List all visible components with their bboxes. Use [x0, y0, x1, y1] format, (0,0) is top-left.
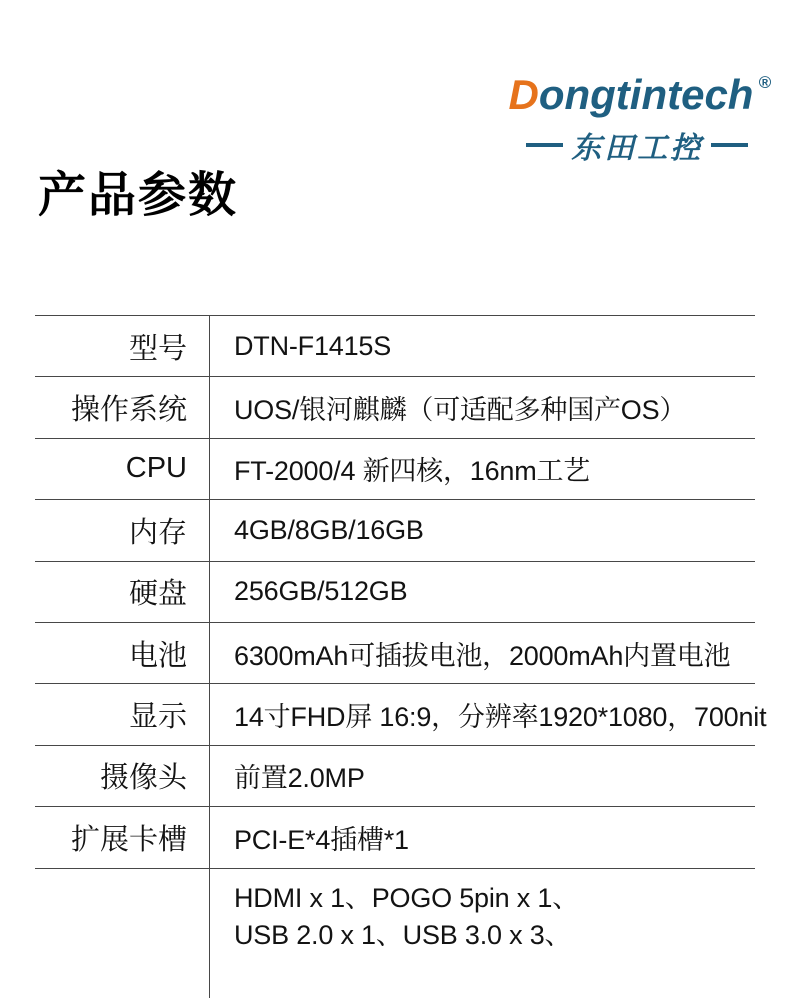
spec-row-os	[35, 376, 755, 437]
page-title: 产品参数	[38, 169, 239, 222]
spec-label: 内存	[35, 500, 210, 560]
spec-row-model	[35, 315, 755, 376]
registered-trademark-icon: ®	[758, 73, 771, 92]
spec-value: UOS/银河麒麟（可适配多种国产OS）	[234, 395, 687, 426]
brand-name-rest: ongtintech	[538, 71, 754, 118]
spec-label: 操作系统	[35, 377, 210, 437]
spec-value-line: USB 2.0 x 1、USB 3.0 x 3、	[234, 919, 572, 950]
spec-label: 硬盘	[35, 562, 210, 622]
spec-table	[35, 315, 767, 998]
logo-dash-right	[711, 143, 748, 147]
spec-row-expansion	[35, 806, 755, 867]
spec-value-line: HDMI x 1、POGO 5pin x 1、	[234, 882, 579, 913]
spec-row-display	[35, 683, 767, 744]
spec-row-memory	[35, 499, 755, 560]
spec-label: CPU	[35, 439, 210, 499]
spec-row-storage	[35, 561, 755, 622]
brand-cn-name: 东田工控	[571, 132, 704, 165]
spec-label: 扩展卡槽	[35, 807, 210, 867]
brand-initial: D	[508, 71, 539, 118]
logo-dash-left	[526, 143, 563, 147]
spec-label: 电池	[35, 623, 210, 683]
spec-value: 前置2.0MP	[234, 763, 365, 794]
spec-label: 摄像头	[35, 746, 210, 806]
spec-value: FT-2000/4 新四核，16nm工艺	[234, 456, 591, 487]
spec-value: DTN-F1415S	[234, 330, 392, 361]
brand-cn-line	[508, 123, 766, 167]
spec-value: 4GB/8GB/16GB	[234, 514, 424, 545]
spec-label: 型号	[35, 316, 210, 376]
brand-wordmark	[508, 71, 771, 118]
spec-label	[35, 869, 210, 998]
spec-value: 14寸FHD屏 16:9，分辨率1920*1080，700nit	[234, 702, 767, 733]
spec-row-battery	[35, 622, 755, 683]
spec-row-camera	[35, 745, 755, 806]
spec-label: 显示	[35, 684, 210, 744]
brand-logo	[508, 71, 771, 167]
spec-value: 256GB/512GB	[234, 576, 408, 607]
spec-row-cpu	[35, 438, 755, 499]
spec-value: 6300mAh可插拔电池，2000mAh内置电池	[234, 640, 731, 671]
spec-value	[210, 869, 755, 998]
spec-value: PCI-E*4插槽*1	[234, 824, 409, 855]
spec-row-ports	[35, 868, 755, 998]
